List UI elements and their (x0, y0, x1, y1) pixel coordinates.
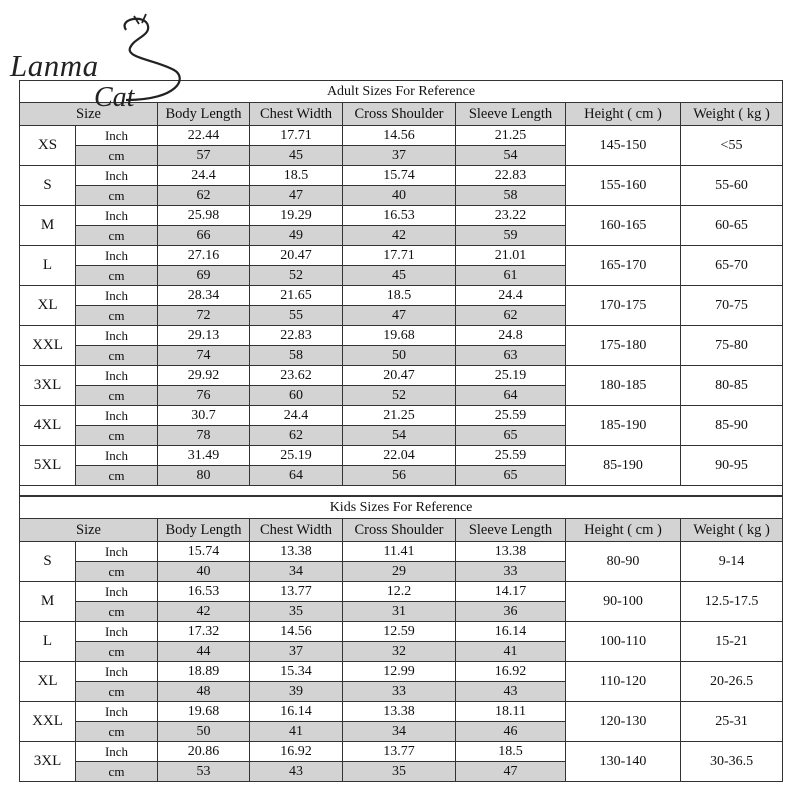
weight-range: 20-26.5 (681, 662, 783, 702)
height-range: 185-190 (566, 406, 681, 446)
unit-label: Inch (76, 622, 158, 642)
unit-label: Inch (76, 166, 158, 186)
size-label: 4XL (20, 406, 76, 446)
measure-inch: 15.74 (343, 166, 456, 186)
size-label: XL (20, 662, 76, 702)
measure-cm: 43 (250, 762, 343, 782)
unit-label: cm (76, 602, 158, 622)
weight-range: 55-60 (681, 166, 783, 206)
column-header: Chest Width (250, 519, 343, 542)
measure-cm: 62 (250, 426, 343, 446)
measure-cm: 52 (250, 266, 343, 286)
measure-inch: 18.5 (343, 286, 456, 306)
weight-range: 60-65 (681, 206, 783, 246)
measure-cm: 62 (158, 186, 250, 206)
measure-inch: 18.5 (456, 742, 566, 762)
measure-inch: 19.68 (158, 702, 250, 722)
column-header: Sleeve Length (456, 103, 566, 126)
measure-cm: 43 (456, 682, 566, 702)
unit-label: cm (76, 386, 158, 406)
measure-cm: 65 (456, 426, 566, 446)
weight-range: 12.5-17.5 (681, 582, 783, 622)
brand-sub: Cat (94, 82, 135, 113)
table-row (20, 406, 783, 426)
measure-cm: 57 (158, 146, 250, 166)
unit-label: Inch (76, 742, 158, 762)
column-header: Cross Shoulder (343, 519, 456, 542)
weight-range: 30-36.5 (681, 742, 783, 782)
size-label: XXL (20, 702, 76, 742)
measure-inch: 23.22 (456, 206, 566, 226)
measure-inch: 19.68 (343, 326, 456, 346)
measure-cm: 60 (250, 386, 343, 406)
measure-cm: 35 (343, 762, 456, 782)
measure-inch: 29.13 (158, 326, 250, 346)
weight-range: 80-85 (681, 366, 783, 406)
size-label: 3XL (20, 366, 76, 406)
kids-title-row (20, 497, 783, 519)
measure-cm: 49 (250, 226, 343, 246)
measure-inch: 12.99 (343, 662, 456, 682)
height-range: 130-140 (566, 742, 681, 782)
weight-range: 25-31 (681, 702, 783, 742)
measure-cm: 35 (250, 602, 343, 622)
measure-inch: 24.8 (456, 326, 566, 346)
size-label: L (20, 622, 76, 662)
unit-label: cm (76, 562, 158, 582)
unit-label: Inch (76, 582, 158, 602)
measure-cm: 64 (250, 466, 343, 486)
measure-inch: 17.32 (158, 622, 250, 642)
size-label: L (20, 246, 76, 286)
table-row (20, 286, 783, 306)
measure-cm: 37 (250, 642, 343, 662)
measure-cm: 47 (250, 186, 343, 206)
measure-inch: 25.98 (158, 206, 250, 226)
measure-inch: 15.74 (158, 542, 250, 562)
measure-cm: 42 (158, 602, 250, 622)
table-row (20, 582, 783, 602)
measure-cm: 32 (343, 642, 456, 662)
table-row (20, 206, 783, 226)
column-header: Chest Width (250, 103, 343, 126)
column-header: Height ( cm ) (566, 103, 681, 126)
measure-inch: 25.19 (250, 446, 343, 466)
measure-inch: 20.47 (343, 366, 456, 386)
measure-cm: 34 (343, 722, 456, 742)
measure-cm: 41 (456, 642, 566, 662)
measure-inch: 21.25 (456, 126, 566, 146)
measure-cm: 34 (250, 562, 343, 582)
unit-label: Inch (76, 662, 158, 682)
kids-table-title: Kids Sizes For Reference (20, 497, 783, 519)
measure-inch: 16.53 (158, 582, 250, 602)
unit-label: cm (76, 146, 158, 166)
size-label: XL (20, 286, 76, 326)
measure-inch: 24.4 (250, 406, 343, 426)
measure-cm: 62 (456, 306, 566, 326)
adult-size-table (19, 80, 783, 496)
height-range: 110-120 (566, 662, 681, 702)
weight-range: 85-90 (681, 406, 783, 446)
column-header: Body Length (158, 103, 250, 126)
measure-inch: 20.86 (158, 742, 250, 762)
measure-inch: 29.92 (158, 366, 250, 386)
measure-cm: 64 (456, 386, 566, 406)
section-divider (20, 486, 783, 496)
measure-cm: 55 (250, 306, 343, 326)
measure-cm: 58 (456, 186, 566, 206)
table-row (20, 742, 783, 762)
measure-inch: 19.29 (250, 206, 343, 226)
table-row (20, 702, 783, 722)
measure-inch: 16.92 (456, 662, 566, 682)
brand-name: Lanma (10, 48, 99, 83)
size-label: S (20, 166, 76, 206)
measure-inch: 25.19 (456, 366, 566, 386)
measure-inch: 16.14 (456, 622, 566, 642)
measure-cm: 47 (343, 306, 456, 326)
measure-inch: 22.83 (250, 326, 343, 346)
unit-label: Inch (76, 326, 158, 346)
measure-inch: 25.59 (456, 406, 566, 426)
unit-label: cm (76, 642, 158, 662)
measure-cm: 58 (250, 346, 343, 366)
unit-label: cm (76, 306, 158, 326)
height-range: 85-190 (566, 446, 681, 486)
measure-cm: 29 (343, 562, 456, 582)
measure-cm: 45 (343, 266, 456, 286)
unit-label: Inch (76, 446, 158, 466)
measure-inch: 17.71 (250, 126, 343, 146)
measure-cm: 50 (343, 346, 456, 366)
measure-inch: 20.47 (250, 246, 343, 266)
measure-inch: 11.41 (343, 542, 456, 562)
size-chart (19, 80, 782, 782)
unit-label: Inch (76, 206, 158, 226)
measure-inch: 13.77 (250, 582, 343, 602)
height-range: 80-90 (566, 542, 681, 582)
unit-label: Inch (76, 366, 158, 386)
measure-cm: 53 (158, 762, 250, 782)
measure-cm: 63 (456, 346, 566, 366)
column-header-size: Size (20, 103, 158, 126)
height-range: 120-130 (566, 702, 681, 742)
unit-label: Inch (76, 286, 158, 306)
measure-cm: 54 (456, 146, 566, 166)
measure-inch: 14.56 (343, 126, 456, 146)
measure-inch: 28.34 (158, 286, 250, 306)
table-row (20, 246, 783, 266)
unit-label: Inch (76, 126, 158, 146)
size-label: M (20, 206, 76, 246)
unit-label: Inch (76, 702, 158, 722)
measure-inch: 23.62 (250, 366, 343, 386)
measure-inch: 24.4 (158, 166, 250, 186)
measure-cm: 65 (456, 466, 566, 486)
measure-cm: 39 (250, 682, 343, 702)
measure-cm: 31 (343, 602, 456, 622)
column-header: Weight ( kg ) (681, 519, 783, 542)
table-row (20, 366, 783, 386)
measure-inch: 22.04 (343, 446, 456, 466)
measure-cm: 47 (456, 762, 566, 782)
column-header-size: Size (20, 519, 158, 542)
measure-inch: 21.25 (343, 406, 456, 426)
measure-cm: 46 (456, 722, 566, 742)
weight-range: 70-75 (681, 286, 783, 326)
column-header: Sleeve Length (456, 519, 566, 542)
height-range: 100-110 (566, 622, 681, 662)
size-label: M (20, 582, 76, 622)
brand-logo (6, 8, 196, 113)
unit-label: cm (76, 186, 158, 206)
measure-inch: 27.16 (158, 246, 250, 266)
divider-cell (20, 486, 783, 496)
measure-inch: 17.71 (343, 246, 456, 266)
weight-range: 65-70 (681, 246, 783, 286)
measure-inch: 12.59 (343, 622, 456, 642)
table-row (20, 542, 783, 562)
measure-cm: 59 (456, 226, 566, 246)
measure-inch: 22.44 (158, 126, 250, 146)
kids-size-table (19, 496, 783, 782)
measure-cm: 33 (456, 562, 566, 582)
unit-label: cm (76, 762, 158, 782)
measure-cm: 76 (158, 386, 250, 406)
measure-inch: 18.11 (456, 702, 566, 722)
measure-inch: 14.17 (456, 582, 566, 602)
measure-cm: 72 (158, 306, 250, 326)
measure-cm: 69 (158, 266, 250, 286)
measure-cm: 74 (158, 346, 250, 366)
height-range: 145-150 (566, 126, 681, 166)
measure-inch: 14.56 (250, 622, 343, 642)
column-header: Weight ( kg ) (681, 103, 783, 126)
measure-cm: 33 (343, 682, 456, 702)
measure-inch: 24.4 (456, 286, 566, 306)
size-label: XS (20, 126, 76, 166)
unit-label: cm (76, 682, 158, 702)
measure-cm: 36 (456, 602, 566, 622)
weight-range: 9-14 (681, 542, 783, 582)
measure-inch: 25.59 (456, 446, 566, 466)
table-row (20, 326, 783, 346)
measure-cm: 61 (456, 266, 566, 286)
unit-label: cm (76, 722, 158, 742)
measure-inch: 13.77 (343, 742, 456, 762)
measure-inch: 21.01 (456, 246, 566, 266)
adult-table-title: Adult Sizes For Reference (20, 81, 783, 103)
measure-cm: 40 (158, 562, 250, 582)
measure-cm: 44 (158, 642, 250, 662)
measure-inch: 31.49 (158, 446, 250, 466)
measure-inch: 15.34 (250, 662, 343, 682)
height-range: 90-100 (566, 582, 681, 622)
size-label: 3XL (20, 742, 76, 782)
height-range: 180-185 (566, 366, 681, 406)
unit-label: cm (76, 426, 158, 446)
measure-cm: 45 (250, 146, 343, 166)
column-header: Cross Shoulder (343, 103, 456, 126)
measure-cm: 37 (343, 146, 456, 166)
measure-cm: 78 (158, 426, 250, 446)
height-range: 155-160 (566, 166, 681, 206)
measure-cm: 48 (158, 682, 250, 702)
size-label: 5XL (20, 446, 76, 486)
measure-cm: 56 (343, 466, 456, 486)
measure-inch: 16.53 (343, 206, 456, 226)
height-range: 170-175 (566, 286, 681, 326)
table-row (20, 166, 783, 186)
column-header: Height ( cm ) (566, 519, 681, 542)
measure-cm: 50 (158, 722, 250, 742)
kids-header-row (20, 519, 783, 542)
measure-inch: 13.38 (343, 702, 456, 722)
column-header: Body Length (158, 519, 250, 542)
weight-range: 75-80 (681, 326, 783, 366)
measure-inch: 13.38 (250, 542, 343, 562)
table-row (20, 662, 783, 682)
measure-cm: 42 (343, 226, 456, 246)
measure-inch: 18.89 (158, 662, 250, 682)
unit-label: cm (76, 466, 158, 486)
weight-range: <55 (681, 126, 783, 166)
unit-label: Inch (76, 246, 158, 266)
size-label: XXL (20, 326, 76, 366)
height-range: 160-165 (566, 206, 681, 246)
measure-inch: 22.83 (456, 166, 566, 186)
weight-range: 90-95 (681, 446, 783, 486)
measure-cm: 66 (158, 226, 250, 246)
table-row (20, 446, 783, 466)
unit-label: Inch (76, 542, 158, 562)
measure-inch: 21.65 (250, 286, 343, 306)
height-range: 175-180 (566, 326, 681, 366)
measure-cm: 54 (343, 426, 456, 446)
measure-inch: 16.92 (250, 742, 343, 762)
weight-range: 15-21 (681, 622, 783, 662)
measure-inch: 30.7 (158, 406, 250, 426)
table-row (20, 622, 783, 642)
unit-label: cm (76, 346, 158, 366)
measure-cm: 41 (250, 722, 343, 742)
unit-label: cm (76, 226, 158, 246)
measure-inch: 12.2 (343, 582, 456, 602)
unit-label: cm (76, 266, 158, 286)
measure-inch: 18.5 (250, 166, 343, 186)
measure-cm: 52 (343, 386, 456, 406)
measure-cm: 40 (343, 186, 456, 206)
measure-inch: 16.14 (250, 702, 343, 722)
measure-cm: 80 (158, 466, 250, 486)
height-range: 165-170 (566, 246, 681, 286)
measure-inch: 13.38 (456, 542, 566, 562)
table-row (20, 126, 783, 146)
unit-label: Inch (76, 406, 158, 426)
size-label: S (20, 542, 76, 582)
